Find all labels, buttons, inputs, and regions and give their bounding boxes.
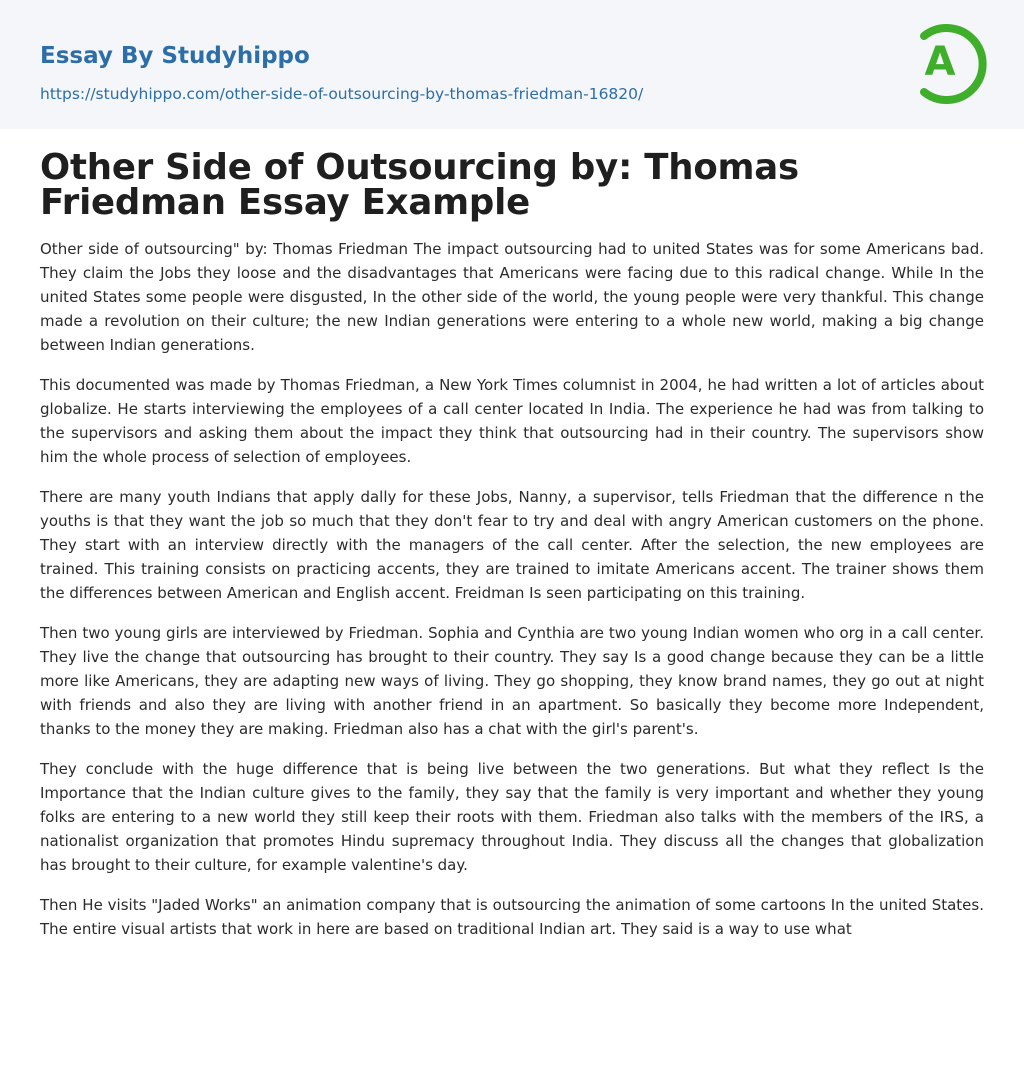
article-title: Other Side of Outsourcing by: Thomas Friedman Essay Example	[40, 147, 799, 223]
article-url-link[interactable]: https://studyhippo.com/other-side-of-outsourcing-by-thomas-friedman-16820/	[40, 85, 644, 103]
paragraph: Then two young girls are interviewed by Friedman. Sophia and Cynthia are two young Indian women who org in a call center. They live the change that outsourcing has brought to their country. They say Is a good change because they can be a little more like Americans, they are adapting new ways of living. They go shopping, they know brand names, they go out at night with friends and also they are living with another friend in an apartment. So basically they become more Independent, thanks to the money they are making. Friedman also has a chat with the girl's parent's.	[40, 624, 984, 738]
site-header	[0, 0, 1024, 129]
paragraph: There are many youth Indians that apply dally for these Jobs, Nanny, a supervisor, tells Friedman that the difference n the youths is that they want the job so much that they don't fear to try and deal with angry American customers on the phone. They start with an interview directly with the managers of the call center. After the selection, the new employees are trained. This training consists on practicing accents, they are trained to imitate Americans accent. The trainer shows them the differences between American and English accent. Freidman Is seen participating on this training.	[40, 488, 984, 602]
article-content	[40, 147, 984, 957]
logo-ring-icon	[908, 18, 988, 106]
paragraph: This documented was made by Thomas Friedman, a New York Times columnist in 2004, he had written a lot of articles about globalize. He starts interviewing the employees of a call center located In India. The experience he had was from talking to the supervisors and asking them about the impact they think that outsourcing had in their country. The supervisors show him the whole process of selection of employees.	[40, 376, 984, 466]
article-body	[40, 237, 984, 941]
paragraph: They conclude with the huge difference that is being live between the two generations. But what they reflect Is the Importance that the Indian culture gives to the family, they say that the family is very important and whether they young folks are entering to a new world they still keep their roots with them. Friedman also talks with the members of the IRS, a nationalist organization that promotes Hindu supremacy throughout India. They discuss all the changes that globalization has brought to their culture, for example valentine's day.	[40, 760, 984, 874]
paragraph: Then He visits "Jaded Works" an animation company that is outsourcing the animation of some cartoons In the united States. The entire visual artists that work in here are based on traditional Indian art. They said is a way to use what	[40, 896, 984, 938]
studyhippo-logo[interactable]	[908, 18, 988, 106]
logo-letter: A	[924, 39, 956, 85]
site-title[interactable]: Essay By Studyhippo	[40, 43, 310, 69]
paragraph: Other side of outsourcing" by: Thomas Friedman The impact outsourcing had to united States was for some Americans bad. They claim the Jobs they loose and the disadvantages that Americans were facing due to this radical change. While In the united States some people were disgusted, In the other side of the world, the young people were very thankful. This change made a revolution on their culture; the new Indian generations were entering to a whole new world, making a big change between Indian generations.	[40, 240, 984, 354]
